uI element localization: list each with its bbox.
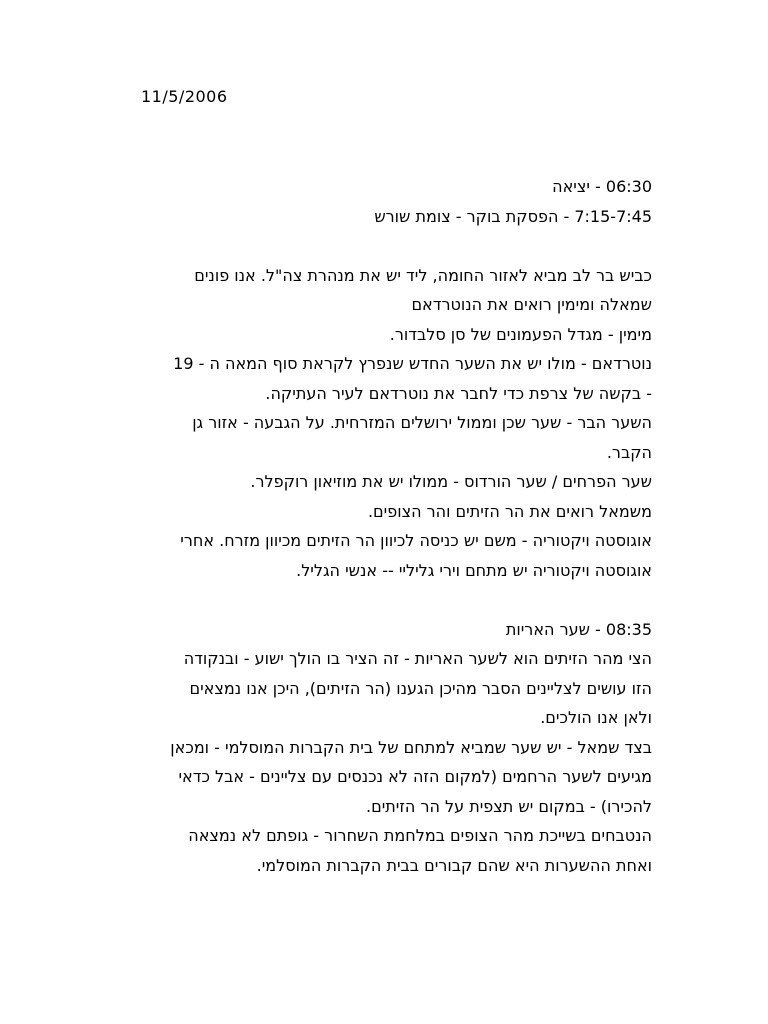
text-line: להכירו) - במקום יש תצפית על הר הזיתים. <box>365 796 652 816</box>
text-line: השער הבר - שער שכן וממול ירושלים המזרחית. על הגבעה - אזור גן <box>192 413 652 432</box>
text-line: הצי מהר הזיתים הוא לשער האריות - זה הציר בו הולך ישוע - ובנקודה <box>183 649 652 668</box>
text-line: כביש בר לב מביא לאזור החומה, ליד יש את מנהרת צה"ל. אנו פונים <box>194 265 652 285</box>
document-date: 11/5/2006 <box>141 87 228 106</box>
text-line: 06:30 - יציאה <box>552 177 652 196</box>
text-line: אוגוסטה ויקטוריה יש מתחם וירי גליליי -- אנשי הגליל. <box>296 560 652 580</box>
text-line: מגיעים לשער הרחמים (למקום הזה לא נכנסים עם צליינים - אבל כדאי <box>178 767 652 786</box>
text-line: ואחת ההשערות היא שהם קבורים בבית הקברות המוסלמי. <box>256 855 652 875</box>
paragraph-gap <box>112 585 652 615</box>
text-line: הנטבחים בשייכת מהר הצופים במלחמת השחרור - גופתם לא נמצאה <box>188 826 652 845</box>
text-line: משמאל רואים את הר הזיתים והר הצופים. <box>367 501 652 521</box>
text-line: 08:35 - שער האריות <box>505 619 652 639</box>
text-line: ולאן אנו הולכים. <box>540 708 652 727</box>
text-line: אוגוסטה ויקטוריה - משם יש כניסה לכיוון הר הזיתים מכיוון מזרח. אחרי <box>180 531 652 550</box>
document-body <box>112 172 652 880</box>
text-line: - בקשה של צרפת כדי לחבר את נוטרדאם לעיר העתיקה. <box>265 383 652 403</box>
text-line: הקבר. <box>606 442 652 462</box>
text-line: בצד שמאל - יש שער שמביא למתחם של בית הקברות המוסלמי - ומכאן <box>170 737 652 757</box>
text-line: נוטרדאם - מולו יש את השער החדש שנפרץ לקראת סוף המאה ה - 19 <box>173 354 652 373</box>
text-line: מימין - מגדל הפעמונים של סן סלבדור. <box>389 324 652 344</box>
paragraph-gap <box>112 231 652 261</box>
text-line: הזו עושים לצליינים הסבר מהיכן הגענו (הר הזיתים), היכן אנו נמצאים <box>189 678 652 698</box>
text-line: שער הפרחים / שער הורדוס - ממולו יש את מוזיאון רוקפלר. <box>250 472 652 491</box>
text-line: 7:15-7:45 - הפסקת בוקר - צומת שורש <box>374 206 652 226</box>
text-line: שמאלה ומימין רואים את הנוטרדאם <box>411 295 652 314</box>
